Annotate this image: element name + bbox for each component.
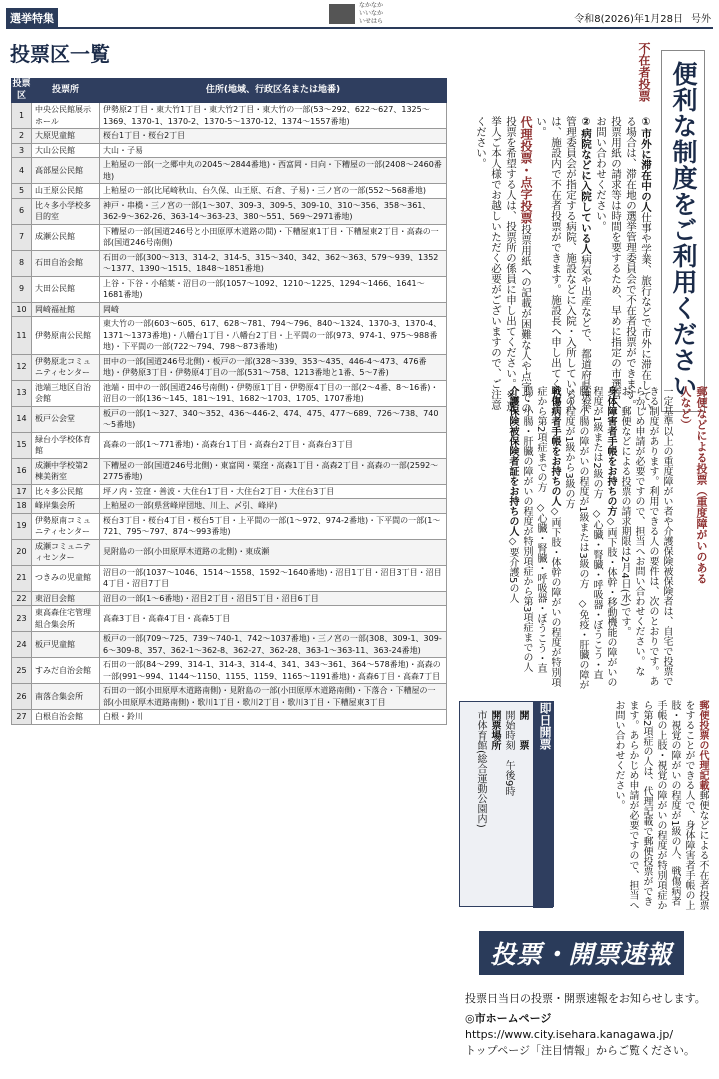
district-number: 18 xyxy=(12,499,32,514)
district-number: 9 xyxy=(12,276,32,302)
flash-banner: 投票・開票速報 xyxy=(479,931,684,975)
table-row xyxy=(12,565,447,591)
delegate-title: 郵便投票の代理記載 xyxy=(697,700,708,790)
absentee-2-head: ②病院などに入院している人 xyxy=(580,116,592,254)
count-l2-value: 市体育館(総合運動公園内) xyxy=(475,710,486,828)
table-row xyxy=(12,406,447,432)
district-number: 17 xyxy=(12,484,32,499)
address-area: 上粕屋の一部(一之郷中丸の2045～2844番地)・西富岡・日向・下糟屋の一部(2408～2460番地) xyxy=(100,158,447,184)
cond-2-head: 戦傷病者手帳をお持ちの人 xyxy=(549,386,560,506)
district-number: 20 xyxy=(12,539,32,565)
polling-station: 中央公民館展示ホール xyxy=(32,103,100,129)
district-number: 3 xyxy=(12,143,32,158)
district-number: 26 xyxy=(12,684,32,710)
table-row xyxy=(12,302,447,317)
district-number: 11 xyxy=(12,317,32,355)
flash-text: 投票日当日の投票・開票速報をお知らせします。 xyxy=(465,992,706,1005)
district-number: 7 xyxy=(12,224,32,250)
absentee-text xyxy=(443,116,653,416)
address-area: 高森3丁目・高森4丁目・高森5丁目 xyxy=(100,606,447,632)
address-area: 高森の一部(1～771番地)・高森台1丁目・高森台2丁目・高森台3丁目 xyxy=(100,432,447,458)
address-area: 石田の一部(84～299、314-1、314-3、314-4、341、343～361、364～578番地)・高森の一部(991～994、1144～1150、1155、1159、1165～1191番地)・高森6丁目・高森7丁目 xyxy=(100,658,447,684)
col-address: 住所(地域、行政区名または地番) xyxy=(100,79,447,103)
table-row xyxy=(12,184,447,199)
postal-body: 一定基準以上の重度障がい者や介護保険被保険者は、自宅で投票できる制度があります。利用できる人の要件は、次のとおりです。あらかじめ申請が必要ですので、担当へお問い合わせください。なお、郵便などによる投票の請求期限は2月4日(水)です。 xyxy=(619,386,672,686)
polling-station: 成瀬中学校第2棟美術室 xyxy=(32,458,100,484)
address-area: 上粕屋の一部(県営峰岸団地、川上、〆引、峰岸) xyxy=(100,499,447,514)
proxy-body: 投票用紙への記載が困難な人や点字での投票を希望する人は、投票所の係員に申し出てください。※選挙人ご本人様でお越しいただく必要がございますので、ご注意ください。 xyxy=(475,116,532,413)
main-title: 便利な制度をご利用ください xyxy=(669,61,698,399)
table-row xyxy=(12,224,447,250)
polling-station: 比々多公民館 xyxy=(32,484,100,499)
logo-mark-icon xyxy=(329,4,355,24)
count-box xyxy=(459,701,554,907)
district-number: 12 xyxy=(12,354,32,380)
table-row xyxy=(12,606,447,632)
table-row xyxy=(12,513,447,539)
table-row xyxy=(12,710,447,725)
address-area: 桜台3丁目・桜台4丁目・桜台5丁目・上平間の一部(1～972、974-2番地)・下平間の一部(1～721、795～797、874～993番地) xyxy=(100,513,447,539)
district-number: 5 xyxy=(12,184,32,199)
table-row xyxy=(12,632,447,658)
address-area: 岡崎 xyxy=(100,302,447,317)
issue-date: 令和8(2026)年1月28日 xyxy=(574,14,683,25)
polling-station: 伊勢原南コミュニティセンター xyxy=(32,513,100,539)
address-area: 神戸・串橋・三ノ宮の一部(1～307、309-3、309-5、309-10、310～356、358～361、362-9～362-26、363-14～363-23、380～551、569～2971番地) xyxy=(100,198,447,224)
address-area: 上粕屋の一部(比尾崎秋山、台久保、山王原、石倉、子易)・三ノ宮の一部(552～568番地) xyxy=(100,184,447,199)
address-area: 田中の一部(国道246号北側)・板戸の一部(328～339、353～435、446-4～473、476番地)・伊勢原3丁目・伊勢原4丁目の一部(531～758、1213番地と1番、5～7番) xyxy=(100,354,447,380)
district-number: 19 xyxy=(12,513,32,539)
table-row xyxy=(12,143,447,158)
address-area: 池端・田中の一部(国道246号南側)・伊勢原1丁目・伊勢原4丁目の一部(2～4番、8～16番)・沼目の一部(136～145、181～191、1682～1703、1705、1707番地) xyxy=(100,380,447,406)
cond-2-body: ◇両下肢・体幹の障がいの程度が特別項症から第2項症までの方 ◇心臓・腎臓・呼吸器・ぼうこう・直腸・小腸・肝臓の障がいの程度が特別項症から第3項症までの人 xyxy=(521,386,560,687)
logo-text-3: いせはら xyxy=(359,18,384,25)
postal-text xyxy=(458,386,673,691)
polling-station: 石田自治会館 xyxy=(32,250,100,276)
proxy-title: 代理投票・点字投票 xyxy=(519,116,533,224)
polling-station: 成瀬コミュニティセンター xyxy=(32,539,100,565)
flash-url[interactable]: https://www.city.isehara.kanagawa.jp/ xyxy=(465,1028,674,1041)
address-area: 東大竹の一部(603～605、617、628～781、794～796、840～1324、1370-3、1370-4、1371～1373番地)・八幡台1丁目・八幡台2丁目・上平間の一部(973、974-1、975～988番地)・下平間の一部(722～794、798～873番地) xyxy=(100,317,447,355)
table-row xyxy=(12,484,447,499)
address-area: 石田の一部(小田原厚木道路南側)・見附島の一部(小田原厚木道路南側)・下落合・下糟屋の一部(小田原厚木道路南側)・歌川1丁目・歌川2丁目・歌川3丁目・下糟屋東3丁目 xyxy=(100,684,447,710)
district-number: 10 xyxy=(12,302,32,317)
address-area: 沼目の一部(1037～1046、1514～1558、1592～1640番地)・沼目1丁目・沼目3丁目・沼目4丁目・沼目7丁目 xyxy=(100,565,447,591)
table-row xyxy=(12,380,447,406)
address-area: 沼目の一部(1～6番地)・沼目2丁目・沼目5丁目・沼目6丁目 xyxy=(100,591,447,606)
absentee-2-body: 病気や出産などで、都道府県選挙管理委員会が指定する病院、施設などに入院・入所している人は、施設内で不在者投票ができます。施設長へ申し出てください。 xyxy=(535,116,592,412)
address-area: 石田の一部(300～313、314-2、314-5、315～340、342、362～363、579～939、1352～1377、1390～1515、1848～1851番地) xyxy=(100,250,447,276)
polling-station: 伊勢原北コミュニティセンター xyxy=(32,354,100,380)
district-number: 8 xyxy=(12,250,32,276)
absentee-1-body: 仕事や学業、旅行などで市外に滞在している場合は、滞在地の選挙管理委員会で不在者投票ができます。投票用紙の請求等は時間を要するため、早めに指定の市選管へお問い合わせください。 xyxy=(595,116,652,412)
count-box-title: 即日開票 xyxy=(533,702,553,908)
table-row xyxy=(12,591,447,606)
polling-station: 成瀬公民館 xyxy=(32,224,100,250)
table-row xyxy=(12,250,447,276)
district-number: 21 xyxy=(12,565,32,591)
polling-station: 山王原公民館 xyxy=(32,184,100,199)
cond-1-head: 身体障害者手帳をお持ちの方 xyxy=(605,386,616,516)
count-l2-label: 開票場所 xyxy=(489,710,500,750)
count-box-body xyxy=(473,710,529,900)
cond-3-head: 介護保険被保険者証をお持ちの人 xyxy=(507,386,518,536)
count-l1-value: 開始時刻 午後9時 xyxy=(503,710,514,797)
address-area: 下糟屋の一部(国道246号と小田原厚木道路の間)・下糟屋東1丁目・下糟屋東2丁目・高森の一部(国道246号南側) xyxy=(100,224,447,250)
district-number: 24 xyxy=(12,632,32,658)
address-area: 見附島の一部(小田原厚木道路の北側)・東成瀬 xyxy=(100,539,447,565)
header-rule xyxy=(6,27,713,29)
polling-station: 板戸児童館 xyxy=(32,632,100,658)
page-header xyxy=(0,0,719,30)
absentee-title: 不在者投票 xyxy=(637,42,651,102)
logo-text-2: いいなか xyxy=(359,10,384,17)
absentee-1-head: ①市外に滞在中の人 xyxy=(640,116,652,212)
right-column xyxy=(455,36,713,1076)
address-area: 坪ノ内・笠窪・善波・大住台1丁目・大住台2丁目・大住台3丁目 xyxy=(100,484,447,499)
district-number: 15 xyxy=(12,432,32,458)
district-number: 22 xyxy=(12,591,32,606)
polling-station: 大田公民館 xyxy=(32,276,100,302)
polling-station: すみだ自治会館 xyxy=(32,658,100,684)
polling-station: 池端三地区自治会館 xyxy=(32,380,100,406)
address-area: 伊勢原2丁目・東大竹1丁目・東大竹2丁目・東大竹の一部(53～292、622～627、1325～1369、1370-1、1370-2、1370-5～1370-12、1374～1557番地) xyxy=(100,103,447,129)
district-number: 25 xyxy=(12,658,32,684)
polling-station: つきみの児童館 xyxy=(32,565,100,591)
polling-station: 東高森住宅管理組合集会所 xyxy=(32,606,100,632)
district-number: 4 xyxy=(12,158,32,184)
count-l1-label: 開 票 xyxy=(517,710,528,750)
polling-station: 東沼目会館 xyxy=(32,591,100,606)
table-row xyxy=(12,354,447,380)
table-row xyxy=(12,129,447,144)
polling-station: 峰岸集会所 xyxy=(32,499,100,514)
polling-station: 伊勢原南公民館 xyxy=(32,317,100,355)
table-row xyxy=(12,158,447,184)
address-area: 白根・鈴川 xyxy=(100,710,447,725)
table-row xyxy=(12,684,447,710)
polling-station: 板戸公会堂 xyxy=(32,406,100,432)
polling-station: 岡崎福祉館 xyxy=(32,302,100,317)
city-logo xyxy=(329,2,397,26)
polling-station: 大原児童館 xyxy=(32,129,100,144)
table-row xyxy=(12,103,447,129)
cond-3-body: ◇要介護5の人 xyxy=(507,536,518,604)
main-title-box xyxy=(661,50,705,412)
table-row xyxy=(12,458,447,484)
delegate-body: 郵便などによる不在者投票をすることができる人で、身体障害者手帳の上肢・視覚の障がいの程度が1級の人、戦傷病者手帳の上肢・視覚の障がいの程度が特別項症から第2項症の人は、代理記載で郵便投票ができます。あらかじめ申請が必要ですので、担当へお問い合わせください。 xyxy=(613,700,708,910)
address-area: 板戸の一部(709～725、739～740-1、742～1037番地)・三ノ宮の一部(308、309-1、309-6～309-8、357、362-1～362-8、362-27、362-28、363-1～363-11、363-24番地) xyxy=(100,632,447,658)
district-number: 16 xyxy=(12,458,32,484)
polling-station: 比々多小学校多目的室 xyxy=(32,198,100,224)
table-row xyxy=(12,539,447,565)
flash-info xyxy=(465,991,710,1059)
district-number: 13 xyxy=(12,380,32,406)
table-row xyxy=(12,198,447,224)
district-number: 2 xyxy=(12,129,32,144)
address-area: 板戸の一部(1～327、340～352、436～446-2、474、475、477～689、726～738、740～5番地) xyxy=(100,406,447,432)
polling-district-table xyxy=(11,78,447,725)
col-station: 投票所 xyxy=(32,79,100,103)
district-number: 1 xyxy=(12,103,32,129)
address-area: 下糟屋の一部(国道246号北側)・東富岡・粟窪・高森1丁目・高森2丁目・高森の一部(2592～2775番地) xyxy=(100,458,447,484)
flash-note: トップページ「注目情報」からご覧ください。 xyxy=(465,1044,696,1057)
district-number: 6 xyxy=(12,198,32,224)
address-area: 大山・子易 xyxy=(100,143,447,158)
district-number: 23 xyxy=(12,606,32,632)
postal-title: 郵便などによる投票（重度障がいのある人など） xyxy=(679,386,708,584)
flash-hp-label: ◎市ホームページ xyxy=(465,1012,552,1025)
polling-station: 南落合集会所 xyxy=(32,684,100,710)
table-row xyxy=(12,658,447,684)
delegate-text xyxy=(559,700,709,915)
table-row xyxy=(12,317,447,355)
address-area: 桜台1丁目・桜台2丁目 xyxy=(100,129,447,144)
table-row xyxy=(12,499,447,514)
polling-station: 大山公民館 xyxy=(32,143,100,158)
logo-text-1: なかなか xyxy=(359,2,384,9)
district-number: 14 xyxy=(12,406,32,432)
polling-station: 緑台小学校体育館 xyxy=(32,432,100,458)
district-number: 27 xyxy=(12,710,32,725)
issue-label: 号外 xyxy=(691,14,711,25)
address-area: 上谷・下谷・小稲葉・沼目の一部(1057～1092、1210～1225、1294～1466、1641～1681番地) xyxy=(100,276,447,302)
election-special-tag: 選挙特集 xyxy=(6,8,58,28)
polling-station: 白根自治会館 xyxy=(32,710,100,725)
section-title: 投票区一覧 xyxy=(10,42,110,66)
cond-1-body: ◇両下肢・体幹・移動機能の障がいの程度が1級または2級の方 ◇心臓・腎臓・呼吸器・ぼうこう・直腸・小腸の障がいの程度が1級または3級の方 ◇免疫・肝臓の障がいの程度が1級から3級の方 xyxy=(563,386,616,690)
col-district: 投票区 xyxy=(12,79,31,101)
table-row xyxy=(12,276,447,302)
table-row xyxy=(12,432,447,458)
polling-station: 高部屋公民館 xyxy=(32,158,100,184)
